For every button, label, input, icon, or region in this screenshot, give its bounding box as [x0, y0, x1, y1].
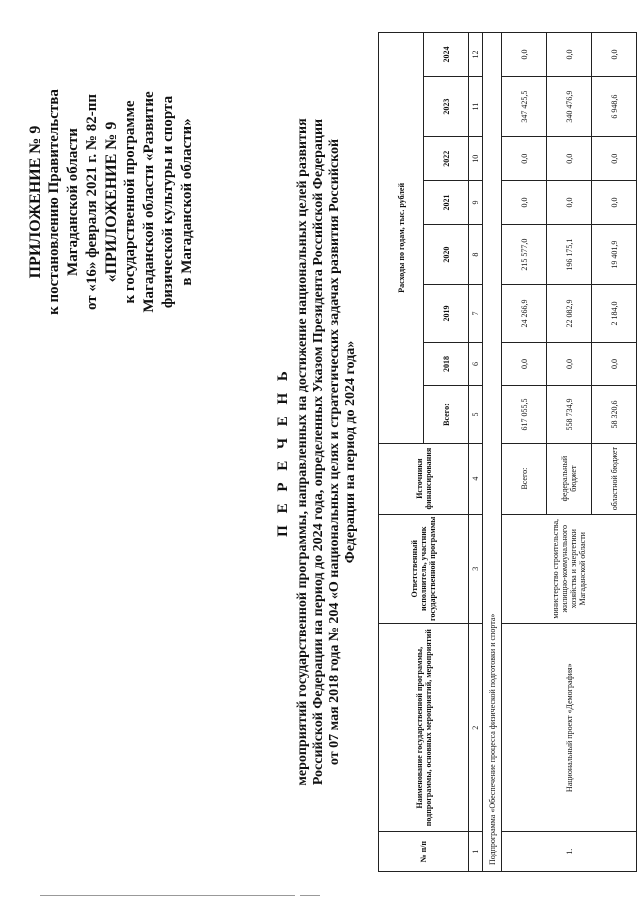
- column-number: 2: [469, 623, 483, 831]
- scan-edge-line: [40, 895, 295, 896]
- table-cell: 58 320,6: [592, 386, 637, 443]
- table-cell: 0,0: [502, 181, 547, 225]
- year-header: 2023: [424, 76, 469, 136]
- column-number: 8: [469, 224, 483, 284]
- year-header: 2021: [424, 181, 469, 225]
- table-cell: 2 184,0: [592, 285, 637, 342]
- header-line: физической культуры и спорта: [160, 95, 176, 309]
- year-header: 2020: [424, 224, 469, 284]
- table-cell: 0,0: [592, 342, 637, 386]
- year-header: 2019: [424, 285, 469, 342]
- col-header-num: № п/п: [379, 832, 469, 872]
- column-number: 7: [469, 285, 483, 342]
- column-number: 1: [469, 832, 483, 872]
- table-cell: 0,0: [502, 342, 547, 386]
- row-source: Всего:: [502, 443, 547, 514]
- table-row: [502, 33, 547, 872]
- table-cell: 215 577,0: [502, 224, 547, 284]
- table-cell: 19 401,9: [592, 224, 637, 284]
- table-cell: 0,0: [502, 137, 547, 181]
- table-cell: 0,0: [592, 181, 637, 225]
- year-header: 2018: [424, 342, 469, 386]
- table-cell: 0,0: [502, 33, 547, 77]
- row-number: 1.: [502, 832, 637, 872]
- table-cell: 347 425,5: [502, 76, 547, 136]
- appendix-header: [26, 37, 197, 367]
- document-title: П Е Р Е Ч Е Н Ь: [275, 367, 291, 537]
- col-header-name: Наименование государственной программы, подпрограммы, основных мероприятий, мероприятий: [379, 623, 469, 831]
- table-cell: 0,0: [547, 33, 592, 77]
- column-number: 10: [469, 137, 483, 181]
- header-line: Магаданской области «Развитие: [141, 91, 157, 313]
- measures-table: [378, 32, 637, 872]
- table-cell: 24 266,9: [502, 285, 547, 342]
- year-header: 2022: [424, 137, 469, 181]
- row-name: Национальный проект «Демография»: [502, 623, 637, 831]
- column-number: 4: [469, 443, 483, 514]
- subprogram-title: Подпрограмма «Обеспечение процесса физической подготовки и спорта»: [483, 33, 502, 872]
- col-header-expenses: Расходы по годам, тыс. рублей: [379, 33, 424, 444]
- table-cell: 0,0: [592, 137, 637, 181]
- header-row: [379, 33, 424, 872]
- table-cell: 558 734,9: [547, 386, 592, 443]
- subtitle-line: от 07 мая 2018 года № 204 «О национальных целях и стратегических задачах развития Российской: [327, 138, 342, 766]
- rotated-page: [20, 17, 620, 887]
- column-number: 6: [469, 342, 483, 386]
- column-number: 9: [469, 181, 483, 225]
- table-cell: 340 476,9: [547, 76, 592, 136]
- appendix-title: «ПРИЛОЖЕНИЕ № 9: [103, 121, 120, 283]
- subtitle-line: Федерации на период до 2024 года»: [343, 340, 358, 564]
- col-header-responsible: Ответственный исполнитель, участник государственной программы: [379, 514, 469, 623]
- header-line: Магаданской области: [65, 128, 81, 276]
- table-cell: 0,0: [547, 342, 592, 386]
- header-line: к государственной программе: [122, 100, 138, 304]
- column-numbers-row: [469, 33, 483, 872]
- header-line: в Магаданской области»: [179, 118, 195, 286]
- subprogram-row: [483, 33, 502, 872]
- row-responsible: министерство строительства, жилищно-коммунального хозяйства и энергетики Магаданской области: [502, 514, 637, 623]
- row-source: федеральный бюджет: [547, 443, 592, 514]
- table-cell: 617 055,5: [502, 386, 547, 443]
- table-cell: 0,0: [547, 137, 592, 181]
- document-subtitle: [295, 92, 359, 812]
- subtitle-line: Российской Федерации на период до 2024 года, определенных Указом Президента Российской Федерации: [311, 118, 326, 786]
- column-number: 11: [469, 76, 483, 136]
- table-cell: 0,0: [547, 181, 592, 225]
- table-cell: 196 175,1: [547, 224, 592, 284]
- subtitle-line: мероприятий государственной программы, направленных на достижение национальных целей развития: [295, 118, 310, 786]
- header-line: к постановлению Правительства: [46, 89, 62, 315]
- scan-edge-line: [300, 895, 320, 896]
- decree-date: от «16» февраля 2021 г. № 82-пп: [84, 93, 100, 311]
- row-source: областной бюджет: [592, 443, 637, 514]
- table-cell: 22 082,9: [547, 285, 592, 342]
- column-number: 12: [469, 33, 483, 77]
- table-cell: 0,0: [592, 33, 637, 77]
- column-number: 3: [469, 514, 483, 623]
- col-header-source: Источники финансирования: [379, 443, 469, 514]
- appendix-title: ПРИЛОЖЕНИЕ № 9: [27, 125, 44, 279]
- column-number: 5: [469, 386, 483, 443]
- year-header: Всего:: [424, 386, 469, 443]
- table-cell: 6 948,6: [592, 76, 637, 136]
- year-header: 2024: [424, 33, 469, 77]
